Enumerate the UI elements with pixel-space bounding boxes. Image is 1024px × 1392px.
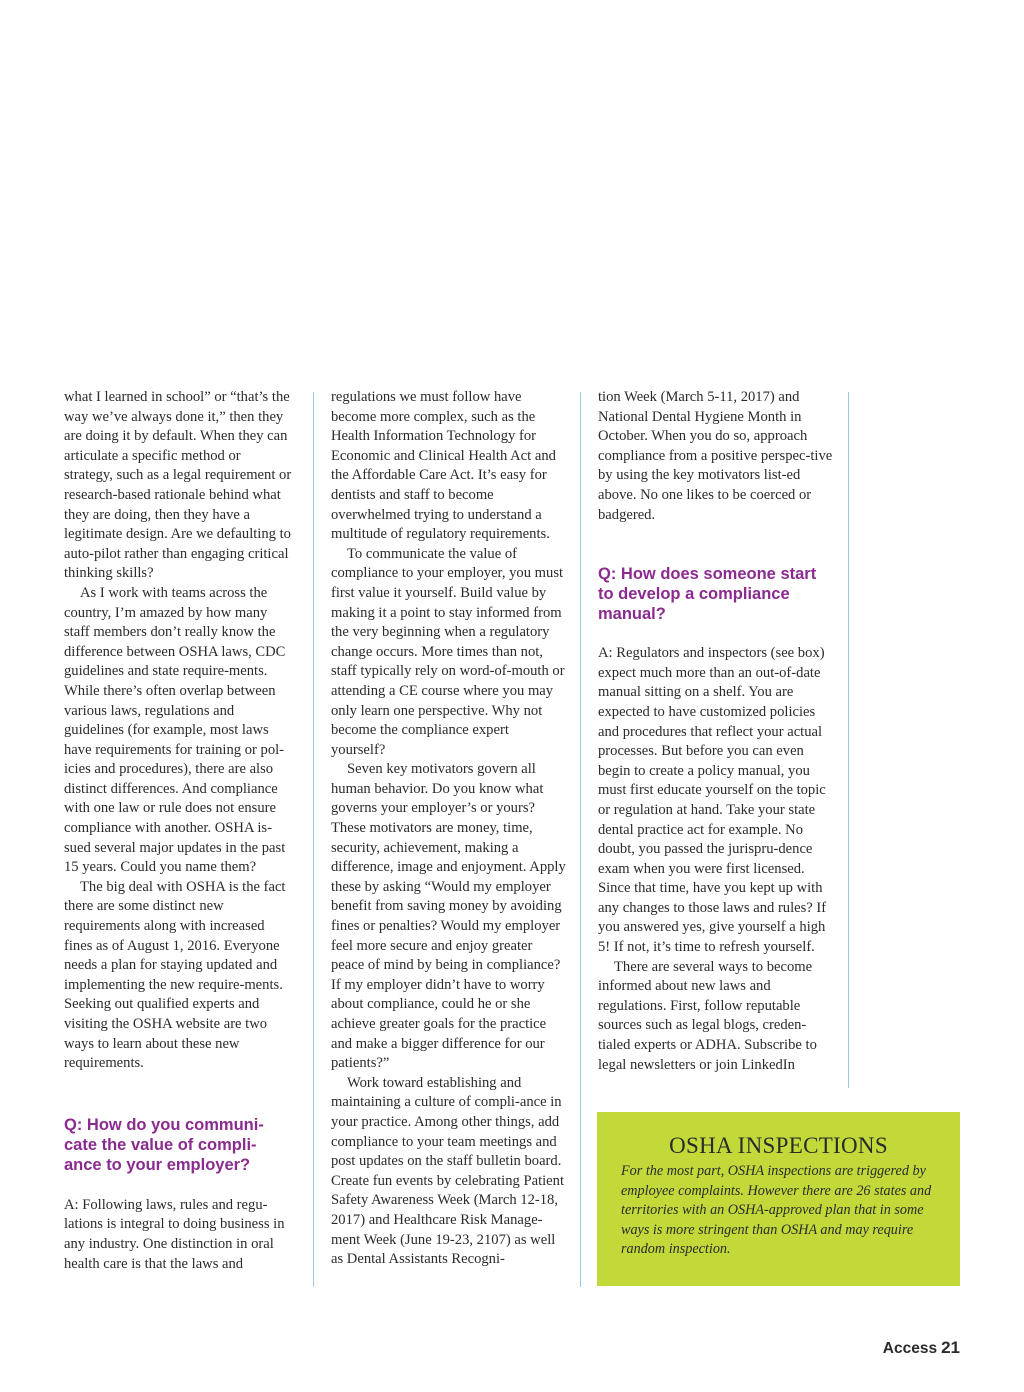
- paragraph: As I work with teams across the country, I’m amazed by how many staff members don’t really know the difference between OSHA laws, CDC guidelines and state require-ments. While there’s often overlap between various laws, regulations and guidelines (for example, most laws have requirements for training or pol-icies and procedures), there are also distinct differences. And compliance with one law or rule does not ensure compliance with another. OSHA is-sued several major updates in the past 15 years. Could you name them?: [64, 584, 286, 876]
- article-column-2: [331, 388, 566, 1270]
- paragraph: To communicate the value of compliance to your employer, you must first value it yourself. Build value by making it a point to stay informed from the very beginning when a regulatory change occurs. More times than not, staff typically rely on word-of-mouth or attending a CE course where you may only learn one perspective. Why not become the compliance expert yourself?: [331, 545, 565, 758]
- column-rule: [580, 392, 581, 1287]
- paragraph: what I learned in school” or “that’s the way we’ve always done it,” then they are doing it by default. When they can articulate a specific method or strategy, such as a legal requirement or research-based rationale behind what they are doing, then they have a legitimate design. Are we defaulting to auto-pilot rather than engaging critical thinking skills?: [64, 389, 292, 582]
- page-footer: [883, 1338, 960, 1358]
- sidebar-body: For the most part, OSHA inspections are triggered by employee complaints. However there are 26 states and territories with an OSHA-approved plan that in some ways is more stringent than OSHA and may require random inspection.: [621, 1163, 932, 1257]
- column-rule: [313, 392, 314, 1287]
- page-number: 21: [941, 1338, 960, 1357]
- paragraph: Work toward establishing and maintaining a culture of compli-ance in your practice. Among other things, add compliance to your team meetings and post updates on the staff bulletin board. Create fun events by celebrating Patient Safety Awareness Week (March 12-18, 2017) and Healthcare Risk Manage-ment Week (June 19-23, 2107) as well as Dental Assistants Recogni-: [331, 1074, 565, 1268]
- sidebar-title: OSHA INSPECTIONS: [669, 1133, 888, 1158]
- paragraph: A: Regulators and inspectors (see box) expect much more than an out-of-date manual sitting on a shelf. You are expected to have customized policies and procedures that reflect your actual processes. But before you can even begin to create a policy manual, you must first educate yourself on the topic or regulation at hand. Take your state dental practice act for example. No doubt, you passed the jurispru-dence exam when you were first licensed. Since that time, have you kept up with any changes to those laws and rules? If you answered yes, give yourself a high 5! If not, it’s time to refresh yourself.: [598, 645, 827, 956]
- paragraph: The big deal with OSHA is the fact there are some distinct new requirements along with increased fines as of August 1, 2016. Everyone needs a plan for staying updated and implementing the new require-ments. Seeking out qualified experts and visiting the OSHA website are two ways to learn about these new requirements.: [64, 878, 286, 1072]
- article-column-3: [598, 388, 834, 1075]
- paragraph: Seven key motivators govern all human behavior. Do you know what governs your employer’s or yours? These motivators are money, time, security, achievement, making a difference, image and enjoyment. Apply these by asking “Would my employer benefit from saving money by avoiding fines or penalties? Would my employer feel more secure and enjoy greater peace of mind by being in compliance? If my employer didn’t have to worry about compliance, could he or she achieve greater goals for the practice and make a bigger difference for our patients?”: [331, 761, 566, 1072]
- paragraph: regulations we must follow have become more complex, such as the Health Information Technology for Economic and Clinical Health Act and the Affordable Care Act. It’s easy for dentists and staff to become overwhelmed trying to understand a multitude of regulatory requirements.: [331, 389, 556, 543]
- osha-inspections-sidebar: [597, 1112, 960, 1286]
- paragraph: A: Following laws, rules and regu-lations is integral to doing business in any industry. One distinction in oral health care is that the laws and: [64, 1196, 285, 1272]
- column-rule: [848, 392, 849, 1088]
- question-heading: Q: How does someone start to develop a compliance manual?: [598, 565, 817, 624]
- question-heading: Q: How do you communi-cate the value of compli-ance to your employer?: [64, 1115, 264, 1174]
- paragraph: There are several ways to become informed about new laws and regulations. First, follow reputable sources such as legal blogs, creden-tialed experts or ADHA. Subscribe to legal newsletters or join LinkedIn: [598, 958, 817, 1073]
- paragraph: tion Week (March 5-11, 2017) and National Dental Hygiene Month in October. When you do so, approach compliance from a positive perspec-tive by using the key motivators list-ed above. No one likes to be coerced or badgered.: [598, 389, 833, 523]
- article-column-1: [64, 388, 292, 1274]
- publication-name: Access: [882, 1340, 938, 1357]
